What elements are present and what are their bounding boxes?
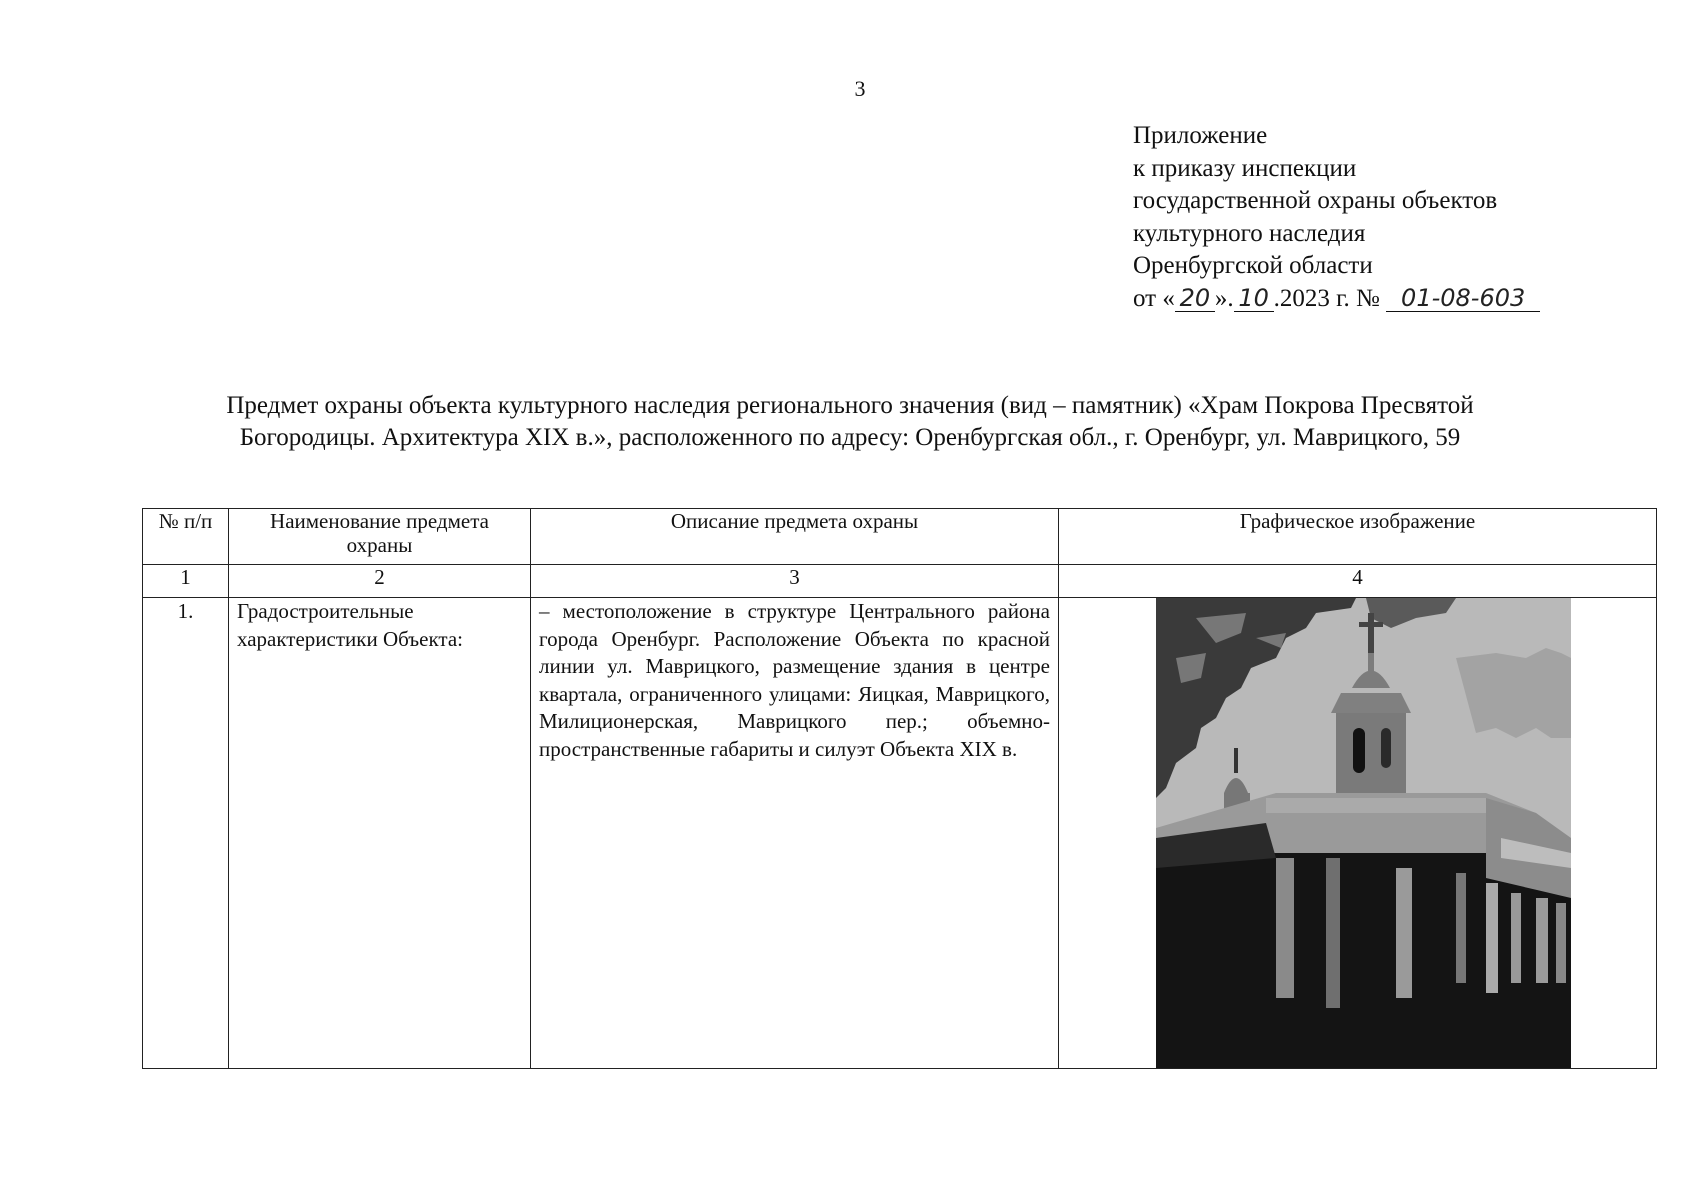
date-year: .2023 г. № <box>1273 284 1380 312</box>
church-photo <box>1156 598 1571 1068</box>
appendix-block <box>1133 120 1540 315</box>
handwritten-order-number: 01-08-603 <box>1386 285 1540 312</box>
appendix-line: Приложение <box>1133 122 1268 149</box>
protection-subject-table <box>142 508 1657 1069</box>
column-number: 1 <box>143 565 229 598</box>
table-header-row <box>143 509 1657 565</box>
handwritten-day: 20 <box>1175 285 1215 312</box>
row-name: Градостроительные характеристики Объекта: <box>229 598 531 1069</box>
column-number: 4 <box>1059 565 1657 598</box>
document-title: Предмет охраны объекта культурного наследия регионального значения (вид – памятник) «Храм Покрова Пресвятой Богородицы. Архитектура XIX в.», расположенного по адресу: Оренбургская обл., г. Оренбург, ул. Маврицкого, 59 <box>226 392 1474 451</box>
table-row <box>143 598 1657 1069</box>
appendix-line: государственной охраны объектов <box>1133 187 1498 214</box>
row-index: 1. <box>143 598 229 1069</box>
column-number: 3 <box>531 565 1059 598</box>
date-prefix: от « <box>1133 284 1175 312</box>
appendix-date-line <box>1133 283 1540 316</box>
row-image-cell <box>1059 598 1657 1069</box>
page-number: 3 <box>854 76 866 101</box>
header-description: Описание предмета охраны <box>531 509 1059 565</box>
row-description: – местоположение в структуре Центрального района города Оренбург. Расположение Объекта по красной линии ул. Маврицкого, размещение здания в центре квартала, ограниченного улицами: Яицкая, Маврицкого, Милиционерская, Маврицкого пер.; объемно-пространственные габариты и силуэт Объекта XIX в. <box>531 598 1059 1069</box>
appendix-line: Оренбургской области <box>1133 252 1373 279</box>
header-image: Графическое изображение <box>1059 509 1657 565</box>
appendix-line: культурного наследия <box>1133 219 1366 247</box>
appendix-line: к приказу инспекции <box>1133 154 1357 182</box>
header-index: № п/п <box>143 509 229 565</box>
date-separator: ». <box>1214 284 1234 312</box>
handwritten-month: 10 <box>1234 285 1274 312</box>
header-name: Наименование предмета охраны <box>229 509 531 565</box>
column-number: 2 <box>229 565 531 598</box>
column-number-row <box>143 565 1657 598</box>
